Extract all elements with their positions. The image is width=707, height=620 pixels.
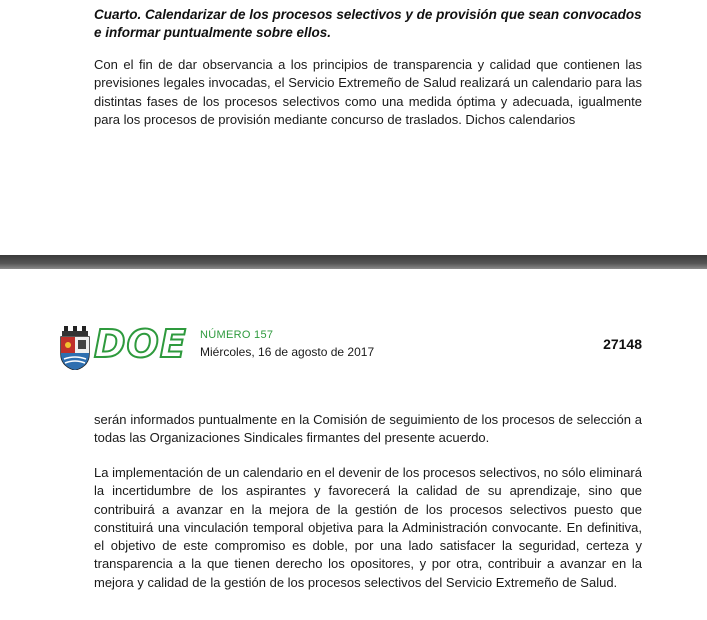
page-break [0, 255, 707, 269]
previous-page [0, 0, 707, 255]
page-header [58, 322, 644, 374]
paragraph-top: Con el fin de dar observancia a los principios de transparencia y calidad que contienen las previsiones legales invocadas, el Servicio Extremeño de Salud realizará un calendario para las distintas fases de los procesos selectivos como una medida óptima y adecuada, igualmente para los procesos de provisión mediante concurso de traslados. Dichos calendarios [94, 57, 642, 127]
publication-date: Miércoles, 16 de agosto de 2017 [200, 345, 375, 359]
doe-logo: DOE [94, 322, 187, 366]
paragraph-2: La implementación de un calendario en el devenir de los procesos selectivos, no sólo eliminará la incertidumbre de los aspirantes y favorecerá la calidad de su aprendizaje, sino que contribuirá a avanzar en la mejora de la gestión de los procesos selectivos puesto que constituirá una vinculación temporal objetiva para la Administración convocante. En definitiva, el objetivo de este compromiso es doble, por una lado satisfacer la seguridad, certeza y transparencia a la que tienen derecho los opositores, y por otra, contribuir a avanzar en la mejora y calidad de la gestión de los procesos selectivos del Servicio Extremeño de Salud. [94, 465, 642, 590]
page-number: 27148 [603, 336, 642, 352]
issue-number: NÚMERO 157 [200, 329, 274, 341]
coat-of-arms-icon [58, 326, 92, 370]
section-heading: Cuarto. Calendarizar de los procesos selectivos y de provisión que sean convocados e informar puntualmente sobre ellos. [94, 7, 642, 40]
paragraph-1: serán informados puntualmente en la Comisión de seguimiento de los procesos de selección a todas las Organizaciones Sindicales firmantes del presente acuerdo. [94, 412, 642, 446]
